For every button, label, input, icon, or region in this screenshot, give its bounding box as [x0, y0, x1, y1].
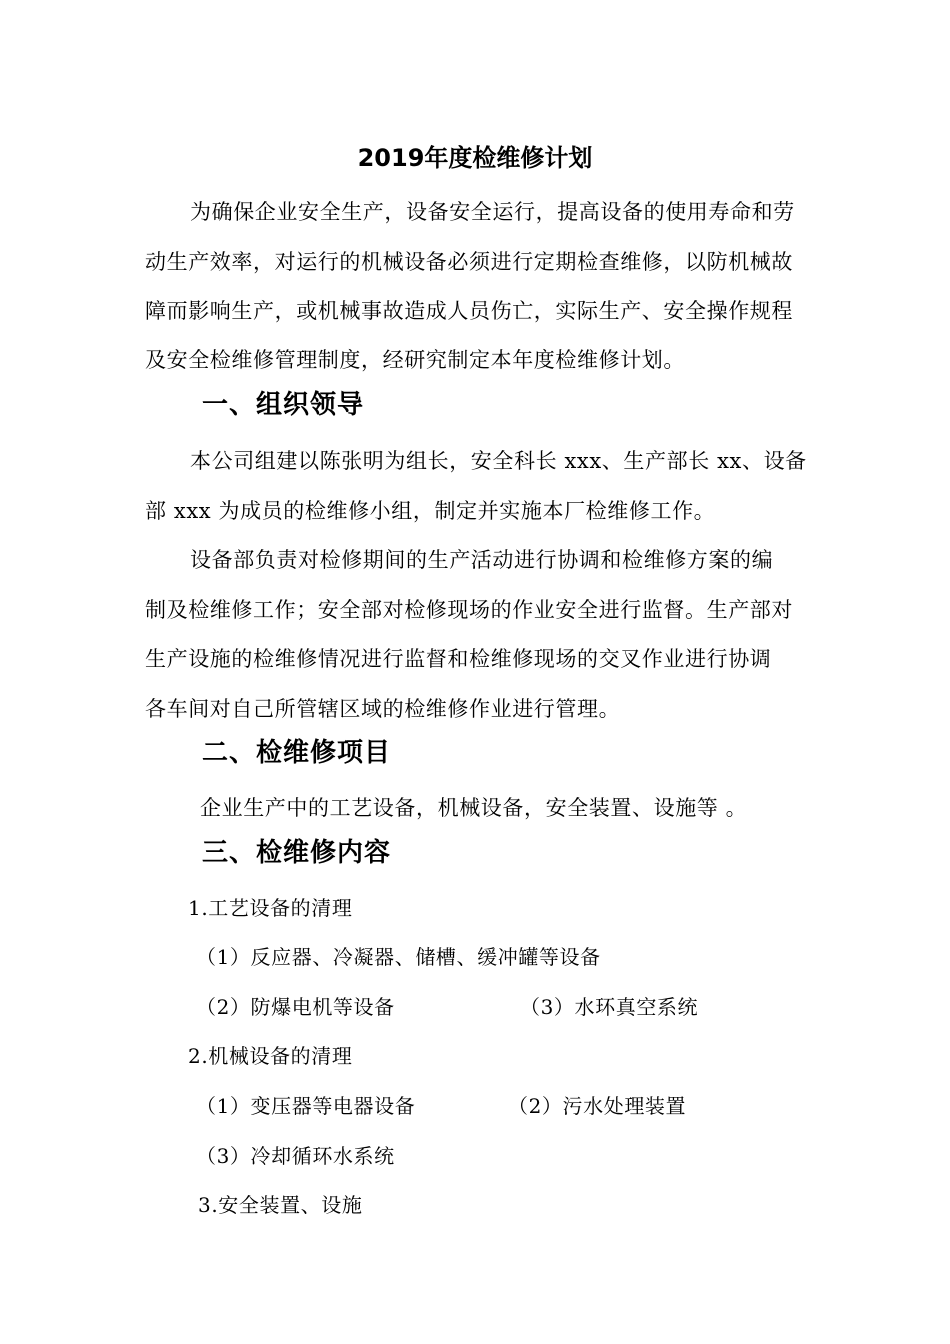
document-title: 2019年度检维修计划 [357, 144, 593, 172]
items-text: 企业生产中的工艺设备，机械设备，安全装置、设施等 。 [200, 796, 748, 820]
section-heading-organization: 一、组织领导 [202, 390, 365, 420]
body-line: 本公司组建以陈张明为组长，安全科长 xxx、生产部长 xx、设备 [190, 449, 807, 473]
intro-line: 障而影响生产，或机械事故造成人员伤亡，实际生产、安全操作规程 [145, 299, 793, 323]
list-item: （2）污水处理装置 [508, 1094, 687, 1118]
body-line: 各车间对自己所管辖区域的检维修作业进行管理。 [145, 697, 621, 721]
subsection-label: 3.安全装置、设施 [198, 1193, 363, 1217]
list-item: （1）变压器等电器设备 [196, 1094, 416, 1118]
intro-line: 动生产效率，对运行的机械设备必须进行定期检查维修，以防机械故 [145, 250, 793, 274]
intro-line: 为确保企业安全生产，设备安全运行，提高设备的使用寿命和劳 [190, 200, 795, 224]
body-line: 制及检维修工作；安全部对检修现场的作业安全进行监督。生产部对 [145, 598, 793, 622]
subsection-label: 1.工艺设备的清理 [188, 896, 353, 920]
body-line: 部 xxx 为成员的检维修小组，制定并实施本厂检维修工作。 [145, 499, 716, 523]
list-item: （3）水环真空系统 [520, 995, 699, 1019]
intro-line: 及安全检维修管理制度，经研究制定本年度检维修计划。 [145, 348, 685, 372]
body-line: 生产设施的检维修情况进行监督和检维修现场的交叉作业进行协调 [145, 647, 772, 671]
section-heading-items: 二、检维修项目 [202, 738, 392, 768]
section-heading-content: 三、检维修内容 [202, 838, 392, 868]
list-item: （1）反应器、冷凝器、储槽、缓冲罐等设备 [196, 945, 601, 969]
subsection-label: 2.机械设备的清理 [188, 1044, 353, 1068]
body-line: 设备部负责对检修期间的生产活动进行协调和检维修方案的编 [190, 548, 774, 572]
list-item: （2）防爆电机等设备 [196, 995, 395, 1019]
list-item: （3）冷却循环水系统 [196, 1144, 395, 1168]
